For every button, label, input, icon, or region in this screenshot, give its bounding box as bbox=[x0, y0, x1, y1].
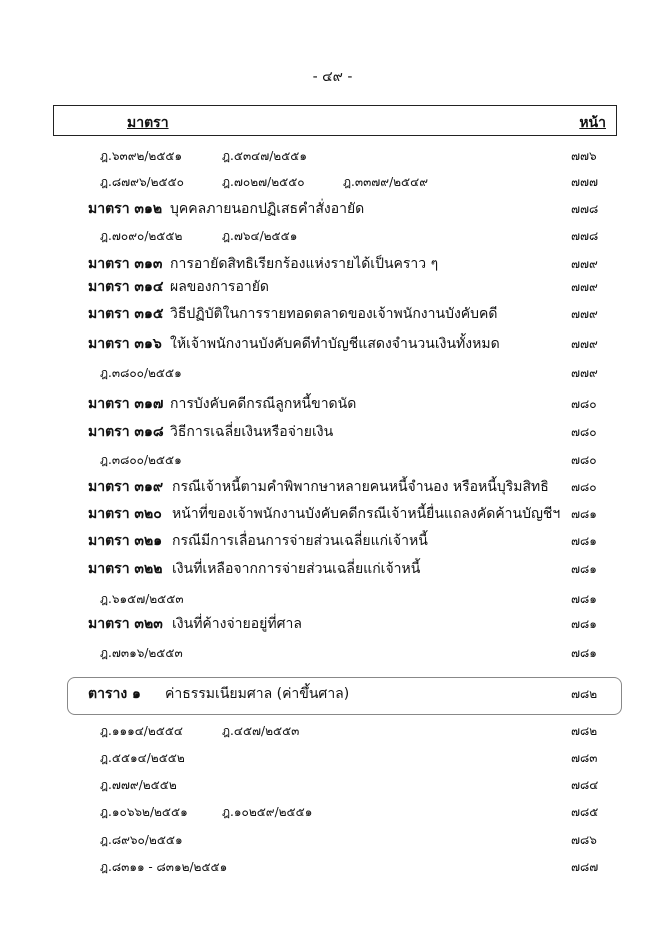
section-label: มาตรา ๓๑๒ bbox=[88, 201, 163, 217]
case-citation: ฎ.๗๖๔/๒๕๕๑ bbox=[222, 229, 298, 243]
index-entry-citations bbox=[0, 588, 665, 610]
page-number-ref: ๗๘๔ bbox=[571, 778, 599, 792]
section-title: การอายัดสิทธิเรียกร้องแห่งรายได้เป็นคราว ๆ bbox=[170, 256, 439, 272]
index-entry-citations bbox=[0, 747, 665, 769]
page-number-ref: ๗๘๗ bbox=[571, 860, 599, 874]
index-entry-section bbox=[0, 198, 665, 220]
page-number-ref: ๗๘๐ bbox=[571, 425, 597, 439]
section-label: มาตรา ๓๒๒ bbox=[88, 561, 163, 577]
page-number-ref: ๗๘๕ bbox=[571, 805, 599, 819]
page-number-ref: ๗๘๐ bbox=[571, 453, 597, 467]
page-number-ref: ๗๘๑ bbox=[571, 592, 597, 606]
page-number-ref: ๗๘๓ bbox=[571, 751, 598, 765]
case-citation: ฎ.๓๘๐๐/๒๕๕๑ bbox=[100, 453, 182, 467]
section-column-header: มาตรา bbox=[127, 115, 169, 131]
case-citation: ฎ.๖๓๙๒/๒๕๕๑ bbox=[100, 149, 183, 163]
case-citation: ฎ.๘๓๑๑ - ๘๓๑๒/๒๕๕๑ bbox=[100, 860, 228, 874]
case-citation: ฎ.๘๗๙๖/๒๕๕๐ bbox=[100, 175, 184, 189]
page-number-ref: ๗๗๙ bbox=[571, 366, 598, 380]
section-title: เงินที่เหลือจากการจ่ายส่วนเฉลี่ยแก่เจ้าหนี้ bbox=[172, 561, 421, 577]
page-number-ref: ๗๘๒ bbox=[571, 687, 598, 701]
index-entry-citations bbox=[0, 801, 665, 823]
index-entry-citations bbox=[0, 856, 665, 878]
section-label: มาตรา ๓๑๔ bbox=[88, 279, 164, 295]
page-number-ref: ๗๘๑ bbox=[571, 617, 597, 631]
page-number-ref: ๗๗๙ bbox=[571, 257, 598, 271]
page-number-ref: ๗๘๒ bbox=[571, 724, 598, 738]
index-entry-section bbox=[0, 530, 665, 552]
case-citation: ฎ.๕๕๑๔/๒๕๕๒ bbox=[100, 751, 185, 765]
page-number-ref: ๗๘๐ bbox=[571, 397, 597, 411]
section-label: มาตรา ๓๒๑ bbox=[88, 533, 163, 549]
index-entry-citations bbox=[0, 774, 665, 796]
index-entry-citations bbox=[0, 720, 665, 742]
index-entry-citations bbox=[0, 642, 665, 664]
case-citation: ฎ.๗๐๙๐/๒๕๕๒ bbox=[100, 229, 183, 243]
case-citation: ฎ.๘๙๖๐/๒๕๕๑ bbox=[100, 833, 183, 847]
case-citation: ฎ.๗๐๒๗/๒๕๕๐ bbox=[222, 175, 305, 189]
case-citation: ฎ.๕๓๔๗/๒๕๕๑ bbox=[222, 149, 307, 163]
index-entry-section bbox=[0, 253, 665, 275]
index-entry-section bbox=[0, 393, 665, 415]
section-label: มาตรา ๓๑๖ bbox=[88, 336, 162, 352]
page-number-ref: ๗๘๑ bbox=[571, 562, 597, 576]
index-entry-section bbox=[0, 303, 665, 325]
index-entry-section bbox=[0, 276, 665, 298]
section-label: ตาราง ๑ bbox=[88, 686, 141, 702]
section-label: มาตรา ๓๑๘ bbox=[88, 424, 164, 440]
section-title: ผลของการอายัด bbox=[170, 279, 270, 295]
index-header bbox=[53, 105, 617, 136]
section-title: หน้าที่ของเจ้าพนักงานบังคับคดีกรณีเจ้าหนี้ยื่นแถลงคัดค้านบัญชีฯ bbox=[172, 506, 561, 522]
section-label: มาตรา ๓๑๙ bbox=[88, 479, 164, 495]
section-title: บุคคลภายนอกปฏิเสธคำสั่งอายัด bbox=[170, 201, 365, 217]
page-number-ref: ๗๘๑ bbox=[571, 534, 597, 548]
page-number-ref: ๗๗๙ bbox=[571, 307, 598, 321]
index-entry-section bbox=[0, 558, 665, 580]
case-citation: ฎ.๑๑๑๔/๒๕๕๔ bbox=[100, 724, 184, 738]
page-number-ref: ๗๘๑ bbox=[571, 646, 597, 660]
section-label: มาตรา ๓๒๐ bbox=[88, 506, 162, 522]
index-entry-citations bbox=[0, 449, 665, 471]
section-label: มาตรา ๓๑๕ bbox=[88, 306, 164, 322]
page-number-ref: ๗๗๗ bbox=[571, 175, 599, 189]
section-title: วิธีการเฉลี่ยเงินหรือจ่ายเงิน bbox=[170, 424, 334, 440]
index-entry-section bbox=[0, 503, 665, 525]
index-entry-section bbox=[0, 421, 665, 443]
page-number-ref: ๗๗๘ bbox=[571, 202, 599, 216]
section-title: ค่าธรรมเนียมศาล (ค่าขึ้นศาล) bbox=[165, 686, 350, 702]
index-entry-citations bbox=[0, 225, 665, 247]
case-citation: ฎ.๗๓๑๖/๒๕๕๓ bbox=[100, 646, 183, 660]
page-number-ref: ๗๗๖ bbox=[571, 149, 597, 163]
page-number: - ๔๙ - bbox=[312, 69, 353, 85]
case-citation: ฎ.๓๓๗๙/๒๕๔๙ bbox=[343, 175, 428, 189]
section-label: มาตรา ๓๑๓ bbox=[88, 256, 163, 272]
section-title: การบังคับคดีกรณีลูกหนี้ขาดนัด bbox=[170, 396, 357, 412]
page-number-ref: ๗๗๙ bbox=[571, 337, 598, 351]
index-entry-section bbox=[0, 683, 665, 705]
section-title: เงินที่ค้างจ่ายอยู่ที่ศาล bbox=[172, 616, 302, 632]
index-entry-section bbox=[0, 333, 665, 355]
page-number-ref: ๗๘๐ bbox=[571, 480, 597, 494]
section-label: มาตรา ๓๑๗ bbox=[88, 396, 164, 412]
section-title: กรณีเจ้าหนี้ตามคำพิพากษาหลายคนหนี้จำนอง หรือหนี้บุริมสิทธิ bbox=[172, 479, 549, 495]
section-title: กรณีมีการเลื่อนการจ่ายส่วนเฉลี่ยแก่เจ้าหนี้ bbox=[172, 533, 428, 549]
page-number-ref: ๗๘๑ bbox=[571, 507, 597, 521]
section-title: ให้เจ้าพนักงานบังคับคดีทำบัญชีแสดงจำนวนเงินทั้งหมด bbox=[170, 336, 500, 352]
case-citation: ฎ.๑๐๒๕๙/๒๕๕๑ bbox=[222, 805, 313, 819]
page-column-header: หน้า bbox=[579, 115, 606, 131]
section-label: มาตรา ๓๒๓ bbox=[88, 616, 163, 632]
index-entry-citations bbox=[0, 171, 665, 193]
index-entry-section bbox=[0, 476, 665, 498]
page-number-ref: ๗๘๖ bbox=[571, 833, 597, 847]
index-entry-section bbox=[0, 613, 665, 635]
case-citation: ฎ.๖๑๕๗/๒๕๕๓ bbox=[100, 592, 184, 606]
section-title: วิธีปฏิบัติในการรายทอดตลาดของเจ้าพนักงานบังคับคดี bbox=[170, 306, 498, 322]
case-citation: ฎ.๗๗๙/๒๕๕๒ bbox=[100, 778, 177, 792]
index-entry-citations bbox=[0, 145, 665, 167]
index-entry-citations bbox=[0, 829, 665, 851]
page-number-ref: ๗๗๘ bbox=[571, 229, 599, 243]
case-citation: ฎ.๓๘๐๐/๒๕๕๑ bbox=[100, 366, 182, 380]
case-citation: ฎ.๑๐๖๖๒/๒๕๕๑ bbox=[100, 805, 188, 819]
case-citation: ฎ.๔๕๗/๒๕๕๓ bbox=[222, 724, 300, 738]
index-entry-citations bbox=[0, 362, 665, 384]
page-number-ref: ๗๗๙ bbox=[571, 280, 598, 294]
